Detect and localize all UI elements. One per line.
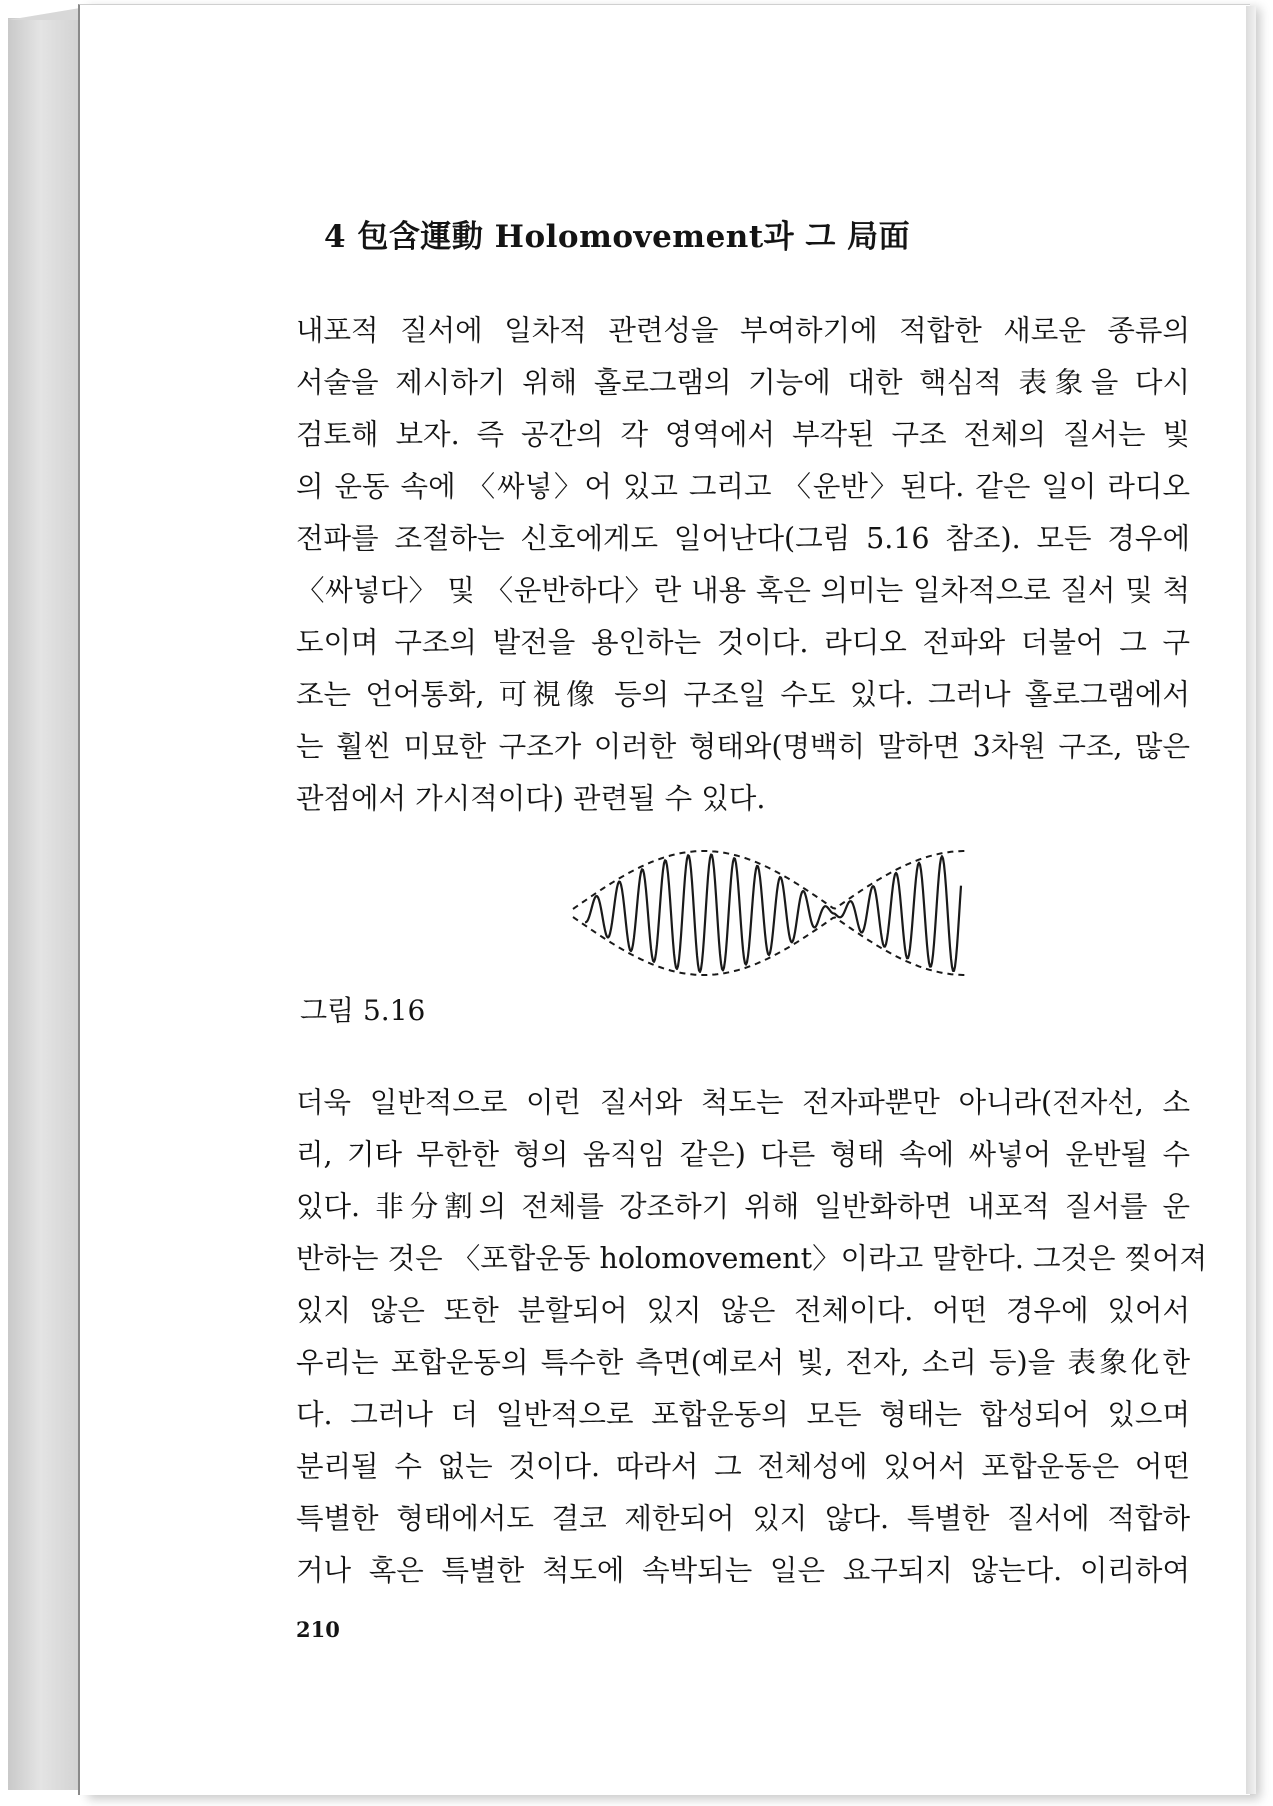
page-edge: [1246, 6, 1256, 1794]
text-line: 더욱 일반적으로 이런 질서와 척도는 전자파뿐만 아니라(전자선, 소: [296, 1086, 1190, 1119]
envelope-upper-curve: [573, 851, 965, 909]
text-line: 리, 기타 무한한 형의 움직임 같은) 다른 형태 속에 싸넣어 운반될 수: [296, 1138, 1190, 1171]
text-line: 관점에서 가시적이다) 관련될 수 있다.: [296, 782, 766, 815]
carrier-wave: [585, 855, 961, 972]
section-title: 4 包含運動 Holomovement과 그 局面: [324, 219, 911, 255]
text-line: 우리는 포합운동의 특수한 측면(예로서 빛, 전자, 소리 등)을 表象化한: [296, 1346, 1190, 1379]
text-line: 반하는 것은 〈포합운동 holomovement〉이라고 말한다. 그것은 찢어져: [296, 1242, 1208, 1275]
text-line: 〈싸넣다〉 및 〈운반하다〉란 내용 혹은 의미는 일차적으로 질서 및 척: [296, 574, 1190, 607]
page-number: 210: [296, 1617, 340, 1642]
text-line: 서술을 제시하기 위해 홀로그램의 기능에 대한 핵심적 表象을 다시: [296, 366, 1190, 399]
book-spine-top: [8, 8, 80, 20]
text-line: 있지 않은 또한 분할되어 있지 않은 전체이다. 어떤 경우에 있어서: [296, 1294, 1190, 1327]
text-line: 거나 혹은 특별한 척도에 속박되는 일은 요구되지 않는다. 이리하여: [296, 1554, 1190, 1587]
text-line: 전파를 조절하는 신호에게도 일어난다(그림 5.16 참조). 모든 경우에: [296, 522, 1190, 555]
text-line: 는 훨씬 미묘한 구조가 이러한 형태와(명백히 말하면 3차원 구조, 많은: [296, 730, 1190, 763]
text-line: 조는 언어통화, 可視像 등의 구조일 수도 있다. 그러나 홀로그램에서: [296, 678, 1190, 711]
text-line: 분리될 수 없는 것이다. 따라서 그 전체성에 있어서 포합운동은 어떤: [296, 1450, 1190, 1483]
text-line: 내포적 질서에 일차적 관련성을 부여하기에 적합한 새로운 종류의: [296, 314, 1190, 347]
paragraph-1: [296, 305, 1190, 825]
figure-caption: 그림 5.16: [300, 994, 426, 1027]
book-page: [78, 4, 1250, 1795]
paragraph-2: [296, 1077, 1208, 1597]
page-content: [220, 5, 1208, 1795]
modulated-wave-figure: [555, 843, 995, 983]
text-line: 특별한 형태에서도 결코 제한되어 있지 않다. 특별한 질서에 적합하: [296, 1502, 1190, 1535]
text-line: 검토해 보자. 즉 공간의 각 영역에서 부각된 구조 전체의 질서는 빛: [296, 418, 1190, 451]
text-line: 있다. 非分割의 전체를 강조하기 위해 일반화하면 내포적 질서를 운: [296, 1190, 1190, 1223]
book-spine: [8, 18, 80, 1790]
text-line: 다. 그러나 더 일반적으로 포합운동의 모든 형태는 합성되어 있으며: [296, 1398, 1190, 1431]
text-line: 의 운동 속에 〈싸넣〉어 있고 그리고 〈운반〉된다. 같은 일이 라디오: [296, 470, 1190, 503]
text-line: 도이며 구조의 발전을 용인하는 것이다. 라디오 전파와 더불어 그 구: [296, 626, 1190, 659]
